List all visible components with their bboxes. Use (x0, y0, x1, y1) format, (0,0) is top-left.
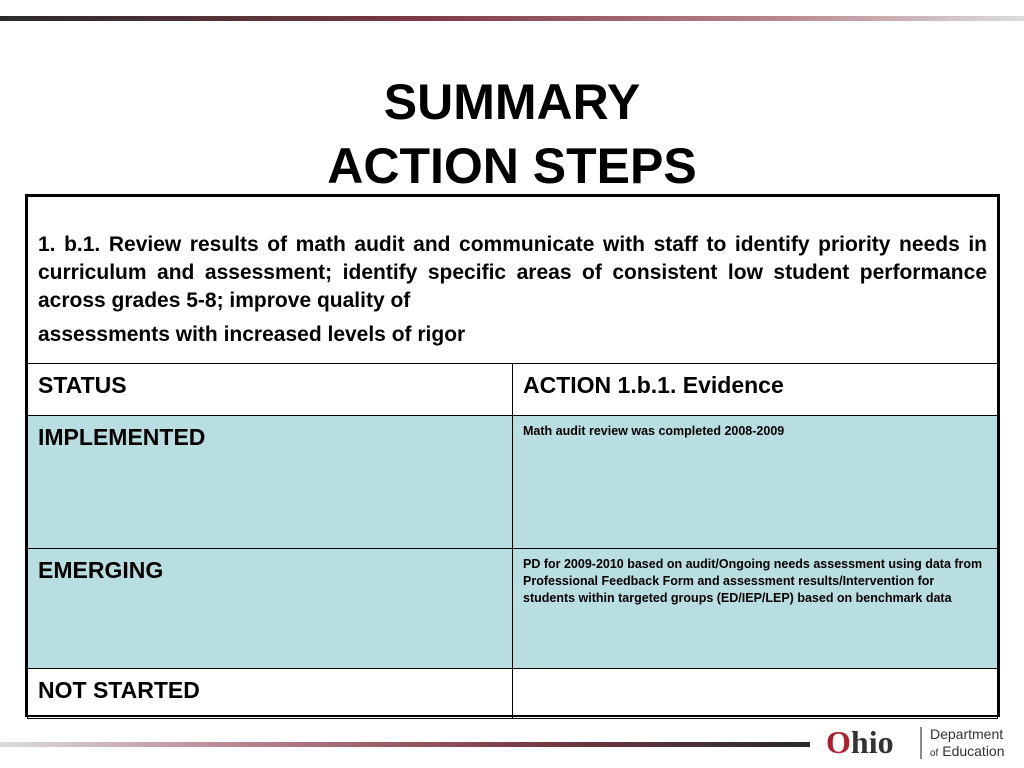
ohio-initial: O (826, 724, 851, 760)
logo-divider (920, 727, 922, 759)
status-not-started: NOT STARTED (28, 669, 513, 719)
logo-department: Department (930, 726, 1004, 742)
action-description-last-line: assessments with increased levels of rigor (38, 323, 466, 346)
evidence-not-started (513, 669, 998, 719)
table-row-not-started (28, 669, 998, 719)
title-line-2: ACTION STEPS (327, 138, 697, 194)
status-implemented: IMPLEMENTED (28, 416, 513, 549)
header-evidence: ACTION 1.b.1. Evidence (513, 364, 998, 416)
logo-of: of (930, 748, 939, 759)
bottom-decorative-rule (0, 742, 810, 747)
action-description: 1. b.1. Review results of math audit and communicate with staff to identify priority needs in curriculum and assessment; identify specific areas of consistent low student performance across grades 5-8; improve quality of (38, 233, 987, 312)
table-row-emerging (28, 549, 998, 669)
action-description-cell (28, 197, 998, 364)
table-row-implemented (28, 416, 998, 549)
status-emerging: EMERGING (28, 549, 513, 669)
logo-department-text (930, 726, 1005, 762)
slide-title (0, 70, 1024, 198)
ohio-wordmark (826, 724, 894, 760)
top-decorative-rule (0, 16, 1024, 21)
header-status: STATUS (28, 364, 513, 416)
action-steps-table (25, 194, 1000, 717)
logo-education: Education (942, 743, 1005, 759)
evidence-emerging: PD for 2009-2010 based on audit/Ongoing needs assessment using data from Professional Feedback Form and assessment results/Intervention for students within targeted groups (ED/IEP/LEP) based on benchmark data (513, 549, 998, 669)
evidence-implemented: Math audit review was completed 2008-2009 (513, 416, 998, 549)
ohio-department-of-education-logo (826, 724, 1018, 764)
table-header-row (28, 364, 998, 416)
title-line-1: SUMMARY (383, 74, 641, 130)
ohio-rest: hio (850, 724, 894, 760)
